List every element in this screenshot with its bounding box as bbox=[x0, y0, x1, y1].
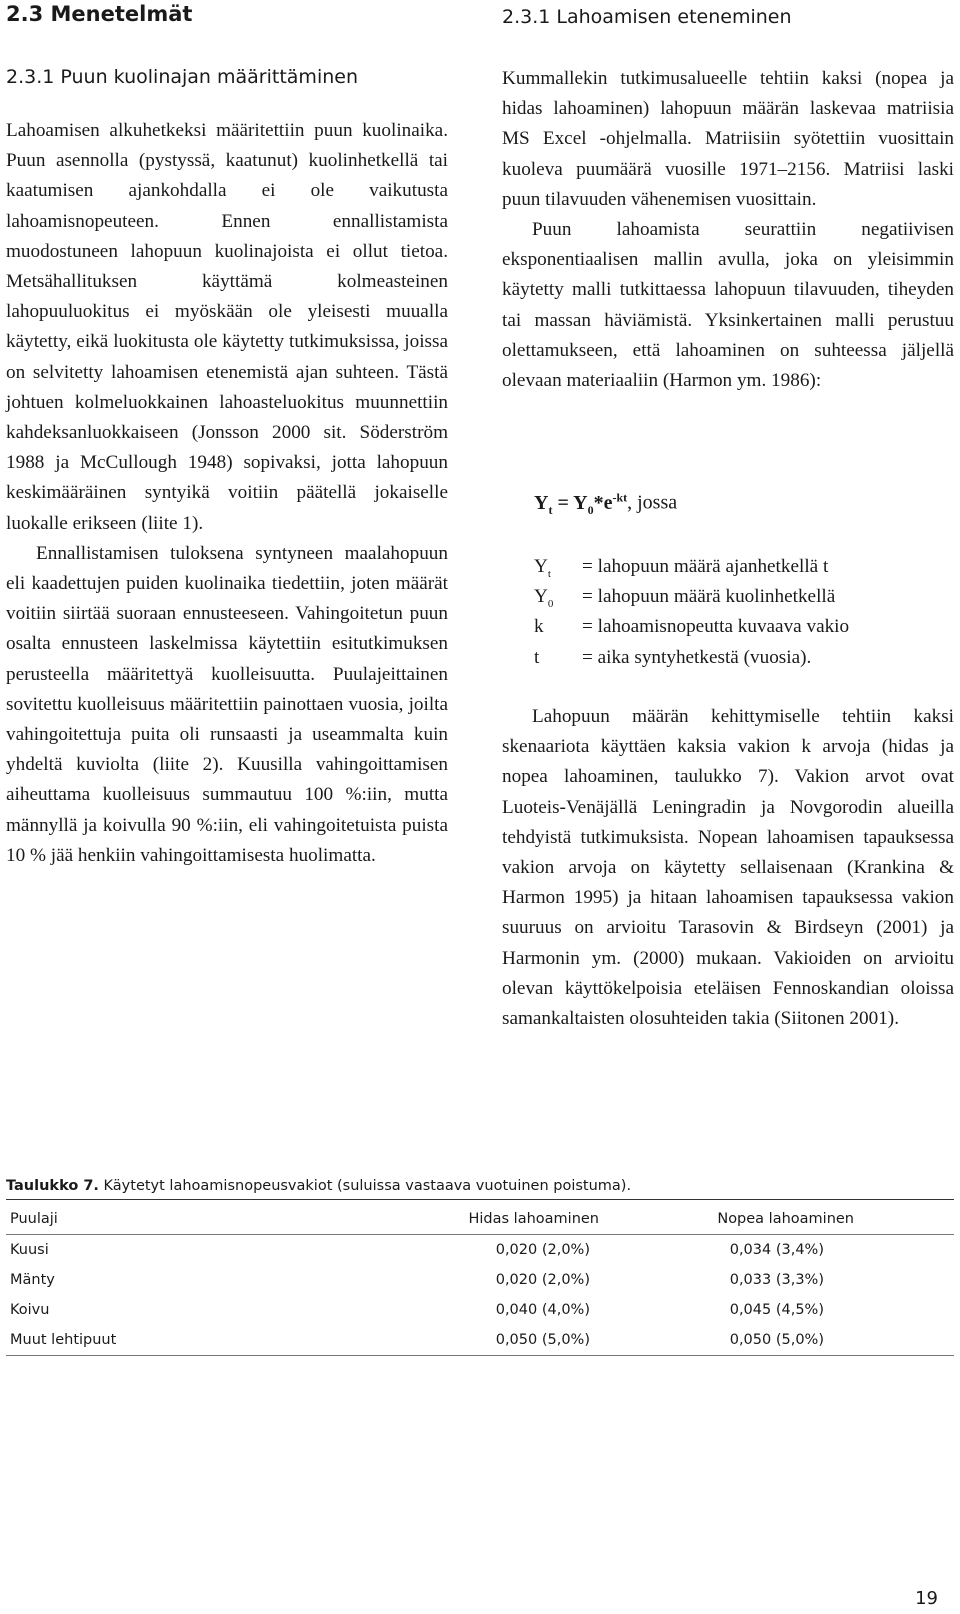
table-row bbox=[6, 1235, 954, 1266]
table-top-rule bbox=[6, 1199, 954, 1200]
subsection-heading-lahoaminen: 2.3.1 Lahoamisen eteneminen bbox=[502, 6, 792, 28]
paragraph: Ennallistamisen tuloksena syntyneen maalahopuun eli kaadettujen puiden kuolinaika tiedettiin, joten määrät voitiin siirtää suoraan ennusteeseen. Vahingoitetun puun osalta ennusteen laskelmissa käytettiin esitutkimuksen perusteella määritettyä kuolleisuutta. Puulajeittainen sovitettu kuolleisuus määritettiin painottaen vuosia, joilta vahingoitettuja puita oli runsaasti ja useammalta kuin yhdeltä kuviolta (liite 2). Kuusilla vahingoittamisen aiheuttama kuolleisuus summautuu 100 %:iin, mutta männyllä ja koivulla 90 %:iin, eli vahingoitetuista puista 10 % jää henkiin vahingoittamisesta huolimatta. bbox=[6, 542, 448, 866]
table-header-row bbox=[6, 1204, 954, 1235]
table-cell: 0,050 (5,0%) bbox=[380, 1325, 624, 1356]
table-row bbox=[6, 1295, 954, 1325]
definition-text: = lahopuun määrä ajanhetkellä t bbox=[582, 556, 829, 577]
right-body bbox=[502, 64, 954, 396]
table-cell: Kuusi bbox=[10, 1242, 49, 1258]
subsection-heading-kuolinaika: 2.3.1 Puun kuolinajan määrittäminen bbox=[6, 66, 358, 88]
paragraph: Kummallekin tutkimusalueelle tehtiin kaksi (nopea ja hidas lahoaminen) lahopuun määrän laskevaa matriisia MS Excel -ohjelmalla. Matriisiin syötettiin vuosittain kuoleva puumäärä vuosille 1971–2156. Matriisi laski puun tilavuuden vähenemisen vuosittain. bbox=[502, 68, 954, 210]
table-cell: 0,040 (4,0%) bbox=[495, 1302, 590, 1318]
right-body-after bbox=[502, 702, 954, 1034]
definition-symbol: $Y_0$ bbox=[534, 586, 554, 611]
table-cell: 0,050 (5,0%) bbox=[624, 1325, 954, 1356]
definition-text: = lahopuun määrä kuolinhetkellä bbox=[582, 586, 836, 608]
table-cell: 0,020 (2,0%) bbox=[495, 1242, 590, 1258]
table-cell: Muut lehtipuut bbox=[6, 1325, 380, 1356]
column-header: Hidas lahoaminen bbox=[380, 1204, 624, 1235]
decay-rate-table bbox=[6, 1204, 954, 1356]
definition-symbol: $Y_t$ bbox=[534, 556, 551, 580]
column-header: Nopea lahoaminen bbox=[624, 1204, 954, 1235]
definition-text: = lahoamisnopeutta kuvaava vakio bbox=[582, 616, 850, 638]
definition-symbol: k bbox=[534, 616, 544, 638]
paragraph: Lahopuun määrän kehittymiselle tehtiin kaksi skenaariota käyttäen kaksia vakion k arvoja (hidas ja nopea lahoaminen, taulukko 7). Vakion arvot ovat Luoteis-Venäjällä Leningradin ja Novgorodin alueilla tehdyistä tutkimuksista. Nopean lahoamisen tapauksessa vakion arvoja on käytetty sellaisenaan (Krankina & Harmon 1995) ja hitaan lahoamisen tapauksessa vakion suuruus on arvioitu Tarasovin & Birdseyn (2001) ja Harmonin ym. (2000) mukaan. Vakioiden on arvioitu olevan käyttökelpoisia eteläisen Fennoskandian oloissa samankaltaisten olosuhteiden takia (Siitonen 2001). bbox=[502, 706, 954, 1030]
column-header: Puulaji bbox=[6, 1204, 380, 1235]
table-cell: Koivu bbox=[10, 1302, 50, 1318]
paragraph: Puun lahoamista seurattiin negatiivisen eksponentiaalisen mallin avulla, joka on yleisimmin käytetty malli tutkittaessa lahopuun tilavuuden, tiheyden tai massan häviämistä. Yksinkertainen malli perustuu olettamukseen, että lahoaminen on suhteessa jäljellä olevaan materiaaliin (Harmon ym. 1986): bbox=[502, 219, 954, 392]
paragraph: Lahoamisen alkuhetkeksi määritettiin puun kuolinaika. Puun asennolla (pystyssä, kaatunut) kuolinhetkellä tai kaatumisen ajankohdalla ei ole vaikutusta lahoamisnopeuteen. Ennen ennallistamista muodostuneen lahopuun kuolinajoista ei ollut tietoa. Metsähallituksen käyttämä kolmeasteinen lahopuuluokitus ei myöskään ole yleisesti muualla käytetty, eikä luokitusta ole käytetty tutkimuksissa, joissa on selvitetty lahoamisen etenemistä ajan suhteen. Tästä johtuen kolmeluokkainen lahoasteluokitus muunnettiin kahdeksanluokkaiseen (Jonsson 2000 sit. Söderström 1988 ja McCullough 1948) sopivaksi, jotta lahopuun keskimääräinen syntyikä voitiin päätellä jokaiselle luokalle erikseen (liite 1). bbox=[6, 120, 448, 534]
table-row bbox=[6, 1265, 954, 1295]
left-body bbox=[6, 116, 448, 871]
definition-symbol: t bbox=[534, 646, 540, 668]
table-cell: 0,033 (3,3%) bbox=[729, 1272, 824, 1288]
table-caption-text: Käytetyt lahoamisnopeusvakiot (suluissa vastaava vuotuinen poistuma). bbox=[98, 1178, 632, 1194]
definition-text: = aika syntyhetkestä (vuosia). bbox=[582, 646, 812, 668]
table-caption-label: Taulukko 7. bbox=[6, 1178, 99, 1194]
decay-formula: $Y_t = Y_0*e^{-kt}$, jossa bbox=[534, 490, 678, 517]
section-heading: 2.3 Menetelmät bbox=[6, 2, 193, 26]
table-cell: 0,045 (4,5%) bbox=[729, 1302, 824, 1318]
table-cell: Mänty bbox=[10, 1272, 55, 1288]
table-row bbox=[6, 1325, 954, 1356]
table-cell: 0,034 (3,4%) bbox=[729, 1242, 824, 1258]
table-cell: 0,020 (2,0%) bbox=[495, 1272, 590, 1288]
table-caption bbox=[6, 1178, 954, 1194]
page-number: 19 bbox=[915, 1588, 938, 1609]
